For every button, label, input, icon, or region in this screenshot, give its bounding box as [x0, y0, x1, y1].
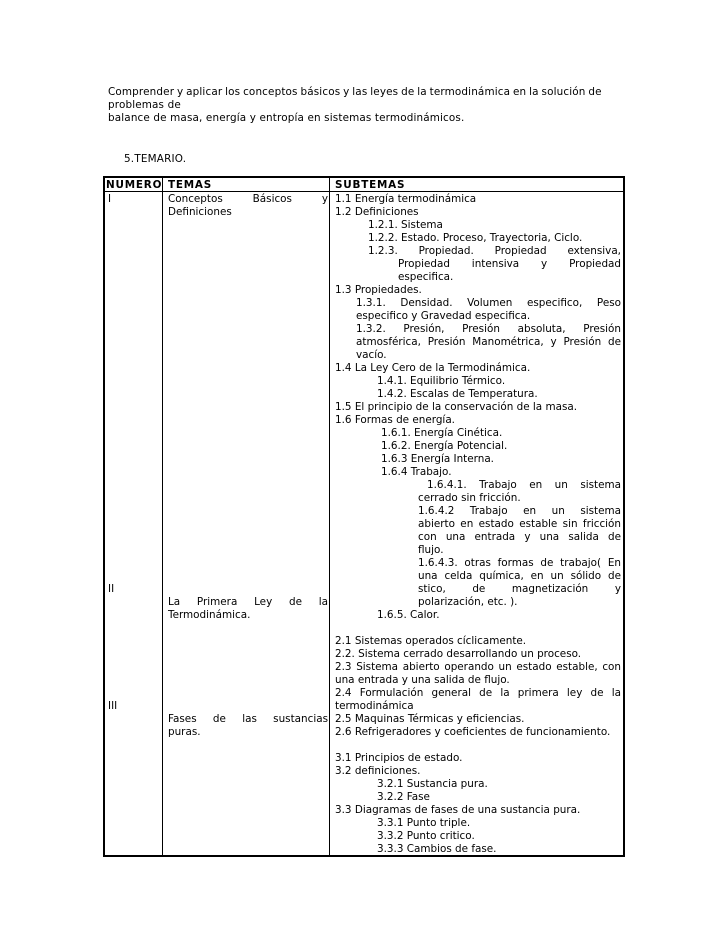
syllabus-table	[103, 176, 625, 857]
subtopic: 2.6 Refrigeradores y coeficientes de funcionamiento.	[335, 726, 611, 738]
subtopic: 1.6.4.1. Trabajo en un sistema	[427, 479, 621, 491]
unit-number: II	[108, 583, 115, 595]
subtopic: con una entrada y una salida de	[418, 531, 621, 543]
subtopic: 3.2.1 Sustancia pura.	[377, 778, 488, 790]
subtopic: 1.6.4.3. otras formas de trabajo( En	[418, 557, 621, 569]
objective-line: balance de masa, energía y entropía en sistemas termodinámicos.	[108, 112, 465, 124]
subtopic: atmosférica, Presión Manométrica, y Presión de	[356, 336, 621, 348]
unit-topic: La Primera Ley de la	[168, 596, 328, 608]
subtopic: 1.6.5. Calor.	[377, 609, 440, 621]
subtopic: 1.6.4.2 Trabajo en un sistema	[418, 505, 621, 517]
header-subtemas: SUBTEMAS	[335, 179, 406, 191]
header-temas: TEMAS	[168, 179, 213, 191]
subtopic: 1.3.1. Densidad. Volumen especifico, Peso	[356, 297, 621, 309]
subtopic: 3.3.3 Cambios de fase.	[377, 843, 497, 855]
subtopic: 1.5 El principio de la conservación de la masa.	[335, 401, 578, 413]
unit-topic: Termodinámica.	[168, 609, 251, 621]
subtopic: 3.3 Diagramas de fases de una sustancia pura.	[335, 804, 581, 816]
subtopic: 1.2.1. Sistema	[368, 219, 443, 231]
subtopic: 2.3 Sistema abierto operando un estado estable, con	[335, 661, 621, 673]
subtopic: Propiedad intensiva y Propiedad	[398, 258, 621, 270]
subtopic: 1.6.2. Energía Potencial.	[381, 440, 508, 452]
unit-topic: Definiciones	[168, 206, 232, 218]
subtopic: 1.1 Energía termodinámica	[335, 193, 477, 205]
column-divider	[162, 178, 163, 855]
subtopic: 3.3.1 Punto triple.	[377, 817, 471, 829]
subtopic: 1.3 Propiedades.	[335, 284, 422, 296]
subtopic: 3.2 definiciones.	[335, 765, 421, 777]
subtopic: 1.2.2. Estado. Proceso, Trayectoria, Ciclo.	[368, 232, 583, 244]
header-numero: NUMERO	[106, 179, 163, 191]
subtopic: 3.2.2 Fase	[377, 791, 430, 803]
unit-topic: puras.	[168, 726, 201, 738]
subtopic: especifico y Gravedad especifica.	[356, 310, 531, 322]
subtopic: 1.2.3. Propiedad. Propiedad extensiva,	[368, 245, 621, 257]
subtopic: 1.3.2. Presión, Presión absoluta, Presión	[356, 323, 621, 335]
subtopic: 1.6.3 Energía Interna.	[381, 453, 494, 465]
subtopic: cerrado sin fricción.	[418, 492, 521, 504]
subtopic: 1.4 La Ley Cero de la Termodinámica.	[335, 362, 531, 374]
subtopic: 1.4.2. Escalas de Temperatura.	[377, 388, 538, 400]
subtopic: polarización, etc. ).	[418, 596, 518, 608]
subtopic: especifica.	[398, 271, 454, 283]
subtopic: 1.4.1. Equilibrio Térmico.	[377, 375, 506, 387]
unit-topic: Fases de las sustancias	[168, 713, 328, 725]
objective-paragraph	[108, 86, 624, 125]
subtopic: termodinámica	[335, 700, 414, 712]
subtopic: 2.2. Sistema cerrado desarrollando un proceso.	[335, 648, 582, 660]
subtopic: 2.1 Sistemas operados cíclicamente.	[335, 635, 527, 647]
subtopic: 3.3.2 Punto critico.	[377, 830, 475, 842]
section-title: 5.TEMARIO.	[124, 153, 187, 165]
subtopic: 2.5 Maquinas Térmicas y eficiencias.	[335, 713, 525, 725]
unit-topic: Conceptos Básicos y	[168, 193, 328, 205]
column-divider	[329, 178, 330, 855]
unit-number: I	[108, 193, 112, 205]
subtopic: 1.2 Definiciones	[335, 206, 419, 218]
subtopic: 1.6.1. Energía Cinética.	[381, 427, 503, 439]
unit-number: III	[108, 700, 118, 712]
subtopic: 1.6.4 Trabajo.	[381, 466, 452, 478]
subtopic: una celda química, en un sólido de	[418, 570, 621, 582]
subtopic: flujo.	[418, 544, 444, 556]
subtopic: stico, de magnetización y	[418, 583, 621, 595]
subtopic: abierto en estado estable sin fricción	[418, 518, 621, 530]
objective-line: Comprender y aplicar los conceptos básicos y las leyes de la termodinámica en la solución de	[108, 86, 602, 98]
subtopic: 2.4 Formulación general de la primera ley de la	[335, 687, 621, 699]
objective-line: problemas de	[108, 99, 181, 111]
subtopic: 3.1 Principios de estado.	[335, 752, 463, 764]
subtopic: una entrada y una salida de flujo.	[335, 674, 510, 686]
subtopic: vacío.	[356, 349, 387, 361]
subtopic: 1.6 Formas de energía.	[335, 414, 455, 426]
